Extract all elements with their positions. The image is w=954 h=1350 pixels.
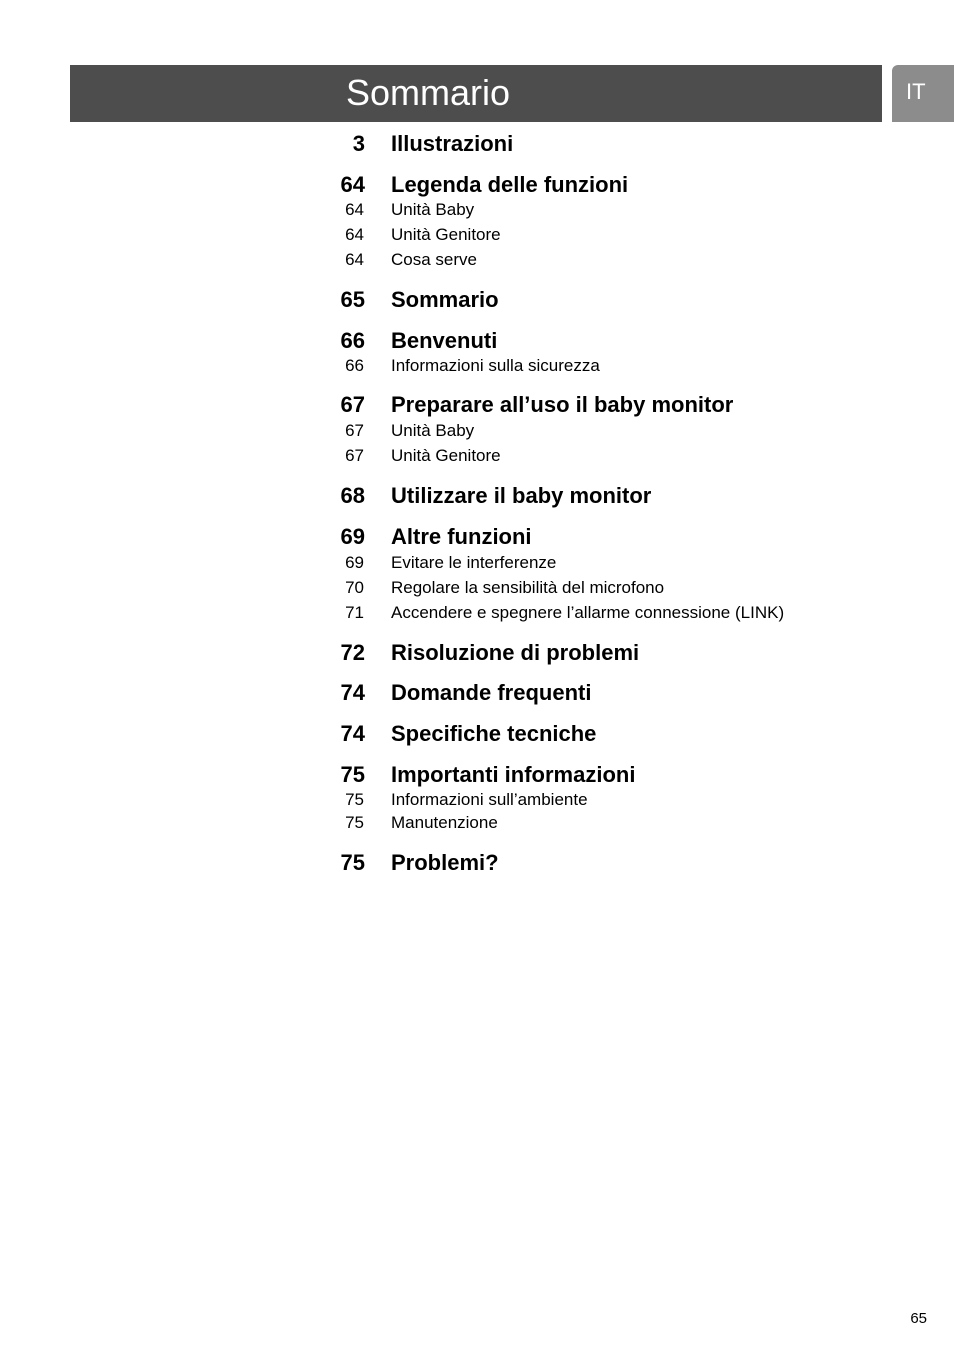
toc-subentry[interactable]	[0, 812, 954, 834]
toc-title: Legenda delle funzioni	[391, 172, 629, 197]
toc-subentry[interactable]	[0, 789, 954, 811]
toc-page-number: 75	[340, 850, 365, 875]
toc-page-number: 72	[340, 640, 365, 665]
toc-subentry[interactable]	[0, 355, 954, 377]
toc-entry-importanti[interactable]	[0, 761, 954, 789]
toc-entry-preparare[interactable]	[0, 391, 954, 419]
toc-title: Preparare all’uso il baby monitor	[391, 392, 734, 417]
toc-page-number: 66	[340, 328, 365, 353]
toc-subentry[interactable]	[0, 199, 954, 221]
language-label: IT	[906, 79, 926, 104]
toc-title: Risoluzione di problemi	[391, 640, 640, 665]
toc-page-number: 67	[340, 392, 365, 417]
toc-page-number: 65	[340, 287, 365, 312]
toc-title: Manutenzione	[391, 813, 498, 832]
toc-page-number: 68	[340, 483, 365, 508]
toc-page-number: 66	[345, 356, 364, 375]
toc-page-number: 3	[352, 131, 365, 156]
toc-page-number: 75	[345, 813, 364, 832]
toc-subentry[interactable]	[0, 420, 954, 442]
toc-title: Informazioni sull’ambiente	[391, 790, 588, 809]
toc-title: Unità Genitore	[391, 225, 501, 244]
toc-entry-domande[interactable]	[0, 679, 954, 707]
toc-subentry[interactable]	[0, 552, 954, 574]
toc-page-number: 69	[345, 553, 364, 572]
toc-title: Informazioni sulla sicurezza	[391, 356, 600, 375]
toc-subentry[interactable]	[0, 249, 954, 271]
toc-page-number: 69	[340, 524, 365, 549]
toc-page-number: 75	[345, 790, 364, 809]
toc-entry-altre-funzioni[interactable]	[0, 523, 954, 551]
toc-entry-legenda[interactable]	[0, 171, 954, 199]
toc-subentry[interactable]	[0, 577, 954, 599]
toc-entry-benvenuti[interactable]	[0, 327, 954, 355]
toc-title: Importanti informazioni	[391, 762, 636, 787]
toc-title: Unità Baby	[391, 200, 475, 219]
toc-title: Accendere e spegnere l’allarme connessione (LINK)	[391, 603, 785, 622]
toc-title: Altre funzioni	[391, 524, 532, 549]
toc-title: Domande frequenti	[391, 680, 592, 705]
toc-subentry[interactable]	[0, 445, 954, 467]
toc-entry-specifiche[interactable]	[0, 720, 954, 748]
toc-subentry[interactable]	[0, 224, 954, 246]
toc-page-number: 74	[340, 721, 365, 746]
toc-title: Benvenuti	[391, 328, 498, 353]
toc-title: Evitare le interferenze	[391, 553, 557, 572]
toc-page-number: 74	[340, 680, 365, 705]
toc-title: Cosa serve	[391, 250, 477, 269]
toc-title: Specifiche tecniche	[391, 721, 597, 746]
toc-title: Problemi?	[391, 850, 499, 875]
toc-title: Utilizzare il baby monitor	[391, 483, 652, 508]
toc-entry-utilizzare[interactable]	[0, 482, 954, 510]
toc-page-number: 67	[345, 421, 364, 440]
toc-page-number: 64	[340, 172, 365, 197]
toc-title: Unità Genitore	[391, 446, 501, 465]
toc-page-number: 64	[345, 200, 364, 219]
page-number: 65	[910, 1310, 927, 1327]
toc-entry-problemi[interactable]	[0, 849, 954, 877]
toc-page-number: 67	[345, 446, 364, 465]
toc-page-number: 71	[345, 603, 364, 622]
toc-page-number: 64	[345, 250, 364, 269]
toc-entry-risoluzione[interactable]	[0, 639, 954, 667]
toc-title: Unità Baby	[391, 421, 475, 440]
toc-title: Regolare la sensibilità del microfono	[391, 578, 665, 597]
toc-page-number: 70	[345, 578, 364, 597]
toc-entry-illustrazioni[interactable]	[0, 130, 954, 158]
toc-page-number: 75	[340, 762, 365, 787]
page-title: Sommario	[346, 72, 511, 113]
toc-title: Illustrazioni	[391, 131, 514, 156]
toc-title: Sommario	[391, 287, 499, 312]
toc-subentry[interactable]	[0, 602, 954, 624]
toc-page-number: 64	[345, 225, 364, 244]
toc-entry-sommario[interactable]	[0, 286, 954, 314]
